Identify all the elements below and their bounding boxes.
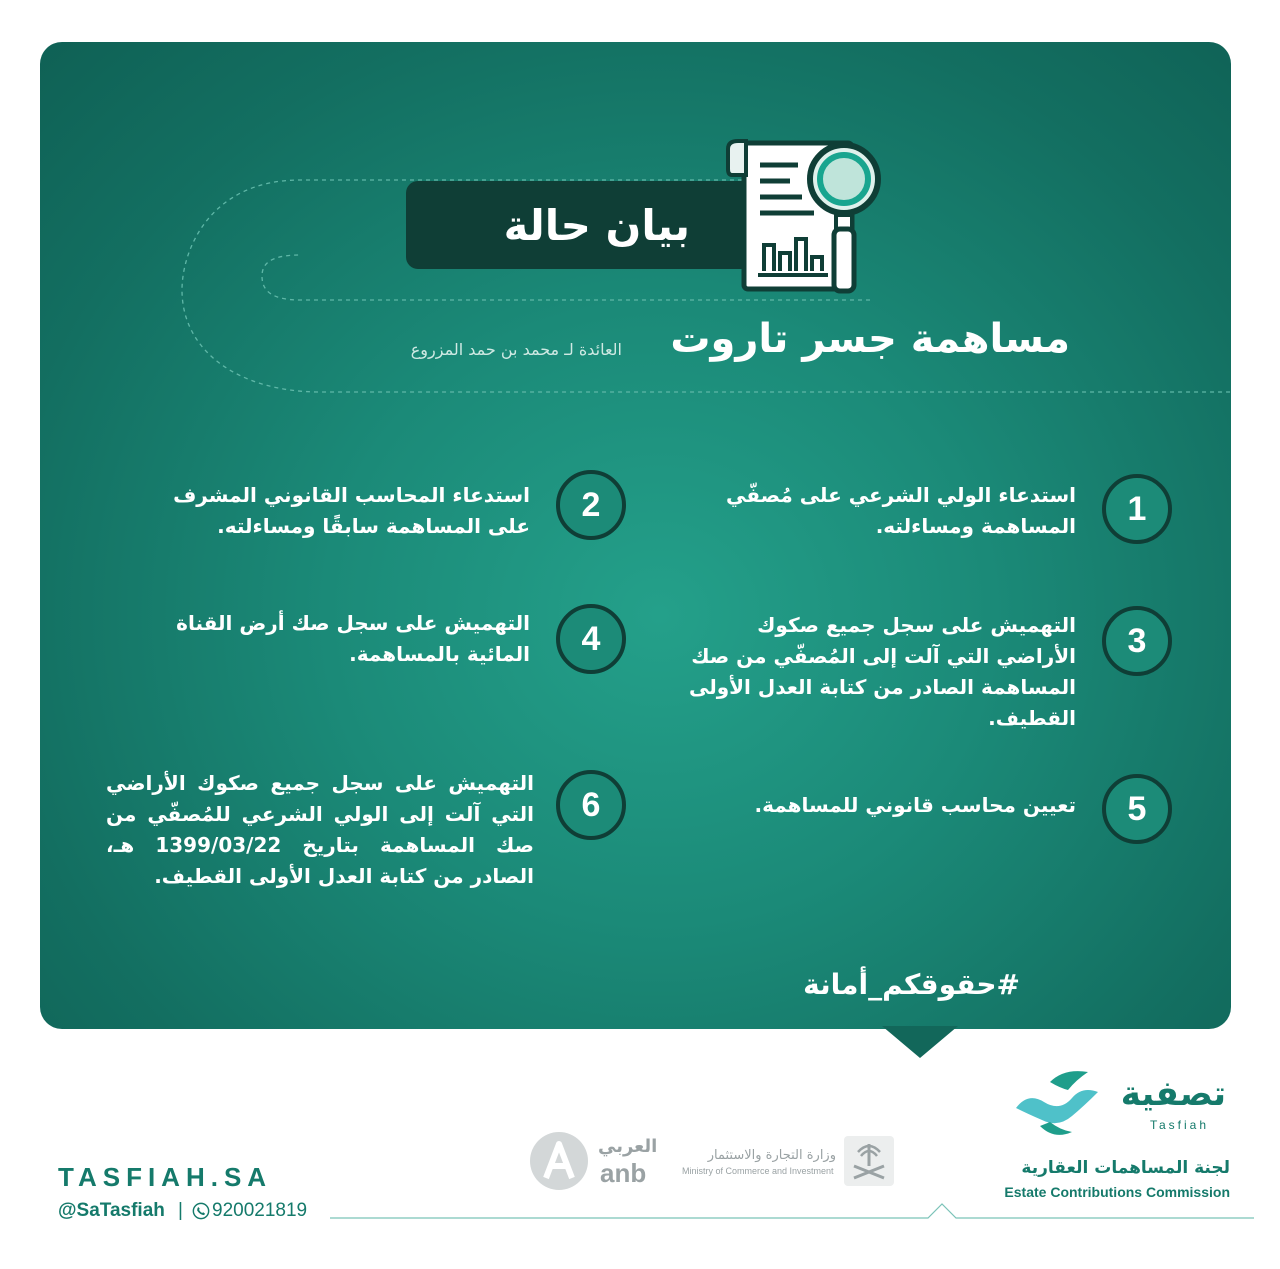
ministry-arabic-name: وزارة التجارة والاستثمار <box>707 1148 836 1163</box>
commission-arabic-name: لجنة المساهمات العقارية <box>1021 1158 1230 1178</box>
commission-english-name: Estate Contributions Commission <box>1004 1184 1230 1200</box>
document-magnifier-icon <box>724 135 894 305</box>
brand-english-name: Tasfiah <box>1150 1118 1210 1132</box>
tasfiah-logo <box>1010 1062 1106 1142</box>
item-number-1: 1 <box>1102 474 1172 544</box>
item-number-4: 4 <box>556 604 626 674</box>
item-number-5: 5 <box>1102 774 1172 844</box>
item-number-6: 6 <box>556 770 626 840</box>
item-text-4: التهميش على سجل صك أرض القناة المائية بالمساهمة. <box>176 611 530 666</box>
hashtag: #حقوقكم_أمانة <box>803 968 1020 1001</box>
owner-line: العائدة لـ محمد بن حمد المزروع <box>410 340 622 359</box>
anb-arabic-name: العربي <box>598 1136 658 1157</box>
contribution-title: مساهمة جسر تاروت <box>670 316 1070 362</box>
brand-arabic-name: تصفية <box>1120 1074 1226 1114</box>
item-text-3: التهميش على سجل جميع صكوك الأراضي التي آلت إلى المُصفّي من صك المساهمة الصادر من كتابة العدل الأولى القطيف. <box>688 613 1076 730</box>
item-text-6: التهميش على سجل جميع صكوك الأراضي التي آلت إلى الولي الشرعي للمُصفّي من صك المساهمة بتاريخ 1399/03/22 هـ، الصادر من كتابة العدل الأولى القطيف. <box>106 771 535 888</box>
website-link[interactable]: TASFIAH.SA <box>58 1162 273 1192</box>
anb-logo <box>528 1130 590 1192</box>
item-text-1: استدعاء الولي الشرعي على مُصفّي المساهمة ومساءلته. <box>726 483 1076 538</box>
phone-icon <box>192 1202 210 1220</box>
card-pointer <box>882 1026 958 1058</box>
social-handle[interactable]: @SaTasfiah <box>58 1200 165 1221</box>
item-number-2: 2 <box>556 470 626 540</box>
title-badge <box>406 181 766 269</box>
item-text-2: استدعاء المحاسب القانوني المشرف على المساهمة سابقًا ومساءلته. <box>173 483 530 538</box>
item-text-5: تعيين محاسب قانوني للمساهمة. <box>754 793 1076 817</box>
ministry-english-name: Ministry of Commerce and Investment <box>682 1166 834 1176</box>
footer-separator: | <box>178 1200 183 1221</box>
saudi-emblem-icon <box>844 1136 894 1186</box>
title-badge-text: بيان حالة <box>503 200 690 250</box>
anb-english-name: anb <box>600 1158 647 1188</box>
item-number-3: 3 <box>1102 606 1172 676</box>
phone-number[interactable]: 920021819 <box>212 1200 308 1221</box>
